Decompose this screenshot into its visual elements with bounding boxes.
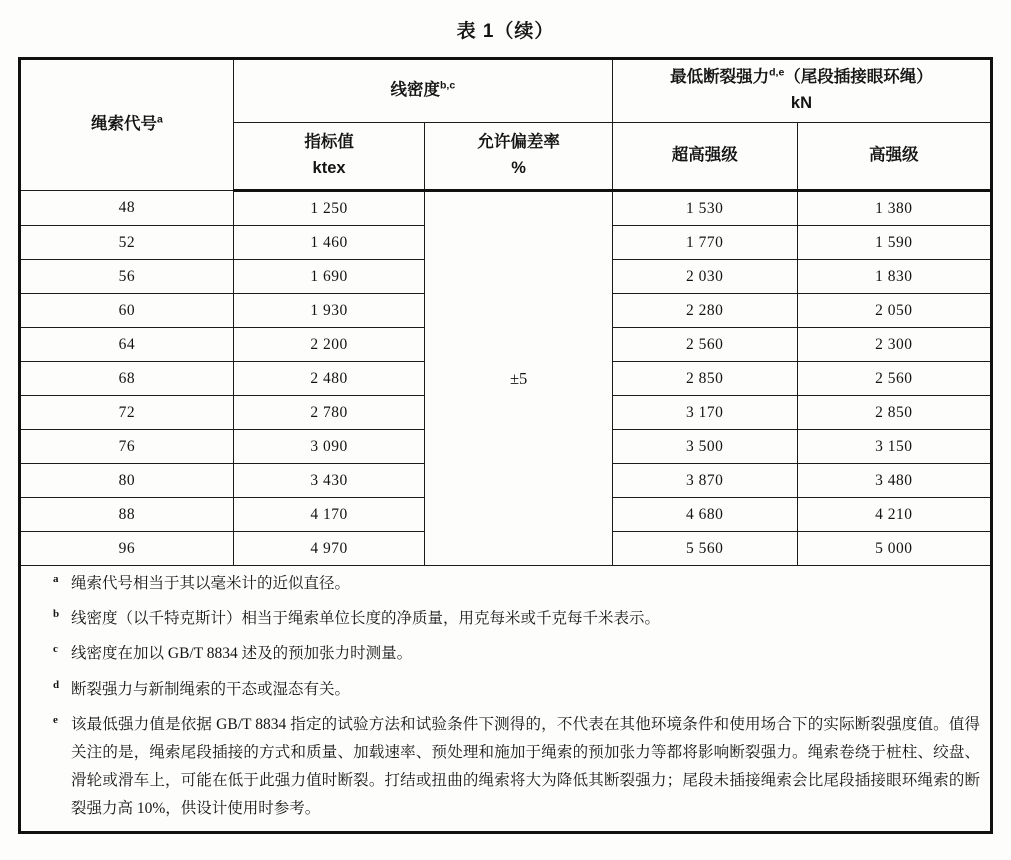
ultra-high-cell: 2 280 xyxy=(612,294,797,328)
header-rope-code-sup: a xyxy=(156,113,163,126)
header-breaking-strength-unit: kN xyxy=(790,94,812,112)
header-ultra-high-grade: 超高强级 xyxy=(612,123,797,191)
header-rope-code-label: 绳索代号 xyxy=(90,115,157,134)
footnote-b xyxy=(25,605,986,633)
rope-code-cell: 68 xyxy=(20,362,234,396)
footnote-b-text: 线密度（以千特克斯计）相当于绳索单位长度的净质量，用克每米或千克每千米表示。 xyxy=(71,610,661,628)
ultra-high-cell: 2 850 xyxy=(612,362,797,396)
footnotes-cell xyxy=(20,566,992,833)
header-index-value-unit: ktex xyxy=(312,159,346,177)
footnote-a xyxy=(25,570,986,598)
footnotes-row xyxy=(20,566,992,833)
rope-code-cell: 96 xyxy=(20,532,234,566)
ktex-cell: 1 690 xyxy=(233,260,424,294)
rope-code-cell: 64 xyxy=(20,328,234,362)
header-breaking-strength-line xyxy=(617,65,986,91)
footnote-a-text: 绳索代号相当于其以毫米计的近似直径。 xyxy=(71,575,351,592)
rope-code-cell: 56 xyxy=(20,260,234,294)
header-linear-density-sup: b,c xyxy=(440,79,456,92)
rope-code-cell: 76 xyxy=(20,430,234,464)
tolerance-value-cell: ±5 xyxy=(425,191,613,566)
header-rope-code xyxy=(20,59,234,191)
footnote-d xyxy=(25,676,986,704)
footnote-c xyxy=(25,640,986,668)
rope-code-cell: 48 xyxy=(20,191,234,226)
header-linear-density-group xyxy=(233,59,612,123)
footnote-e-marker: e xyxy=(53,713,58,726)
ultra-high-cell: 2 560 xyxy=(612,328,797,362)
header-breaking-strength-paren: （尾段插接眼环绳） xyxy=(784,68,933,87)
ktex-cell: 2 780 xyxy=(233,396,424,430)
high-cell: 2 050 xyxy=(797,294,991,328)
header-tolerance-unit: % xyxy=(511,159,526,177)
footnote-d-marker: d xyxy=(53,678,60,691)
footnote-c-text: 线密度在加以 GB/T 8834 述及的预加张力时测量。 xyxy=(71,645,413,663)
ultra-high-cell: 2 030 xyxy=(612,260,797,294)
footnote-a-marker: a xyxy=(53,573,59,585)
high-cell: 2 300 xyxy=(797,328,991,362)
high-cell: 2 560 xyxy=(797,362,991,396)
ktex-cell: 3 430 xyxy=(233,464,424,498)
header-breaking-strength-group xyxy=(612,59,991,123)
high-cell: 3 480 xyxy=(797,464,991,498)
ktex-cell: 4 170 xyxy=(233,498,424,532)
ktex-cell: 1 460 xyxy=(233,226,424,260)
high-cell: 1 830 xyxy=(797,260,991,294)
table-row xyxy=(20,191,992,226)
footnote-c-marker: c xyxy=(53,643,58,656)
ktex-cell: 2 200 xyxy=(233,328,424,362)
table-footnotes xyxy=(20,566,992,833)
ultra-high-cell: 4 680 xyxy=(612,498,797,532)
header-index-value-label: 指标值 xyxy=(304,133,354,152)
footnote-b-marker: b xyxy=(53,608,60,621)
footnote-d-text: 断裂强力与新制绳索的干态或湿态有关。 xyxy=(71,680,351,698)
header-row-groups xyxy=(20,59,992,123)
header-breaking-strength-sup: d,e xyxy=(769,66,785,79)
high-cell: 4 210 xyxy=(797,498,991,532)
rope-code-cell: 72 xyxy=(20,396,234,430)
footnote-e xyxy=(25,711,986,824)
high-cell: 1 590 xyxy=(797,226,991,260)
header-index-value xyxy=(233,123,424,191)
footnote-e-text: 该最低强力值是依据 GB/T 8834 指定的试验方法和试验条件下测得的，不代表在其他环境条件和使用场合下的实际断裂强度值。值得关注的是，绳索尾段插接的方式和质量、加载速率、预处理和施加于绳索的预加张力等都将影响断裂强力。绳索卷绕于桩柱、绞盘、滑轮或滑车上，可能在低于此强力值时断裂。打结或扭曲的绳索将大为降低其断裂强力；尾段未插接绳索会比尾段插接眼环绳索的断裂强力高 10%，供设计使用时参考。 xyxy=(71,715,980,818)
ultra-high-cell: 1 770 xyxy=(612,226,797,260)
rope-code-cell: 80 xyxy=(20,464,234,498)
ktex-cell: 3 090 xyxy=(233,430,424,464)
header-high-grade: 高强级 xyxy=(797,123,991,191)
high-cell: 2 850 xyxy=(797,396,991,430)
ultra-high-cell: 3 500 xyxy=(612,430,797,464)
header-tolerance xyxy=(425,123,613,191)
header-breaking-strength-label: 最低断裂强力 xyxy=(670,68,770,87)
table-body xyxy=(20,191,992,566)
ultra-high-cell: 3 170 xyxy=(612,396,797,430)
table-title: 表 1（续） xyxy=(456,21,555,42)
ktex-cell: 4 970 xyxy=(233,532,424,566)
ultra-high-cell: 3 870 xyxy=(612,464,797,498)
high-cell: 3 150 xyxy=(797,430,991,464)
ktex-cell: 2 480 xyxy=(233,362,424,396)
header-tolerance-label: 允许偏差率 xyxy=(477,133,560,152)
rope-spec-table xyxy=(18,57,993,834)
ktex-cell: 1 930 xyxy=(233,294,424,328)
ktex-cell: 1 250 xyxy=(233,191,424,226)
table-header xyxy=(20,59,992,191)
ultra-high-cell: 1 530 xyxy=(612,191,797,226)
rope-code-cell: 60 xyxy=(20,294,234,328)
rope-code-cell: 88 xyxy=(20,498,234,532)
high-cell: 1 380 xyxy=(797,191,991,226)
ultra-high-cell: 5 560 xyxy=(612,532,797,566)
high-cell: 5 000 xyxy=(797,532,991,566)
header-linear-density-label: 线密度 xyxy=(390,81,441,100)
rope-code-cell: 52 xyxy=(20,226,234,260)
